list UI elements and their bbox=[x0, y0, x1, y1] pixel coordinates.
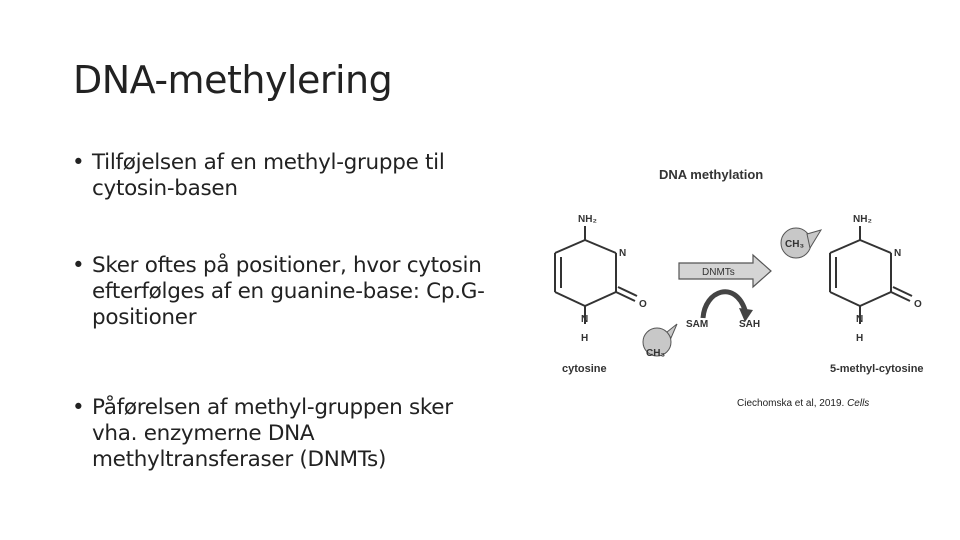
methyl-cytosine-label: 5-methyl-cytosine bbox=[830, 363, 924, 375]
methyl-cytosine-structure bbox=[830, 226, 912, 324]
methyl-cytosine-nh2-label: NH₂ bbox=[853, 214, 872, 225]
cytosine-label: cytosine bbox=[562, 363, 607, 375]
cytosine-structure bbox=[555, 226, 637, 324]
bullet-item bbox=[72, 253, 502, 331]
caption-authors: Ciechomska et al, 2019. bbox=[737, 398, 845, 409]
bullet-item bbox=[72, 150, 502, 202]
bullet-glyph: • bbox=[72, 395, 85, 420]
bullet-glyph: • bbox=[72, 253, 85, 278]
cytosine-h-label: H bbox=[581, 333, 589, 344]
bullet-text: Sker oftes på positioner, hvor cytosin efterfølges af en guanine-base: Cp.G-positioner bbox=[92, 253, 485, 330]
sah-label: SAH bbox=[739, 319, 761, 330]
methyl-cytosine-n-ring-label: N bbox=[894, 248, 902, 259]
cytosine-n-bottom-label: N bbox=[581, 314, 589, 325]
bullet-text: Påførelsen af methyl-gruppen sker vha. enzymerne DNA methyltransferaser (DNMTs) bbox=[92, 395, 453, 472]
bullet-glyph: • bbox=[72, 150, 85, 175]
figure-caption bbox=[737, 398, 869, 409]
methyl-cytosine-n-bottom-label: N bbox=[856, 314, 864, 325]
caption-journal: Cells bbox=[847, 398, 870, 409]
bullet-item bbox=[72, 395, 502, 473]
cytosine-o-label: O bbox=[639, 299, 647, 310]
donor-ch3-label: CH₃ bbox=[646, 348, 666, 359]
sam-sah-curve-arrow bbox=[703, 292, 753, 322]
dnmts-label: DNMTs bbox=[702, 267, 735, 278]
sam-label: SAM bbox=[686, 319, 709, 330]
bullet-text: Tilføjelsen af en methyl-gruppe til cytosin-basen bbox=[92, 150, 445, 201]
cytosine-n-ring-label: N bbox=[619, 248, 627, 259]
cytosine-nh2-label: NH₂ bbox=[578, 214, 597, 225]
dna-methylation-figure bbox=[545, 160, 950, 382]
methyl-cytosine-h-label: H bbox=[856, 333, 864, 344]
slide-title: DNA-methylering bbox=[73, 58, 393, 102]
figure-title: DNA methylation bbox=[659, 167, 764, 182]
methyl-ch3-label: CH₃ bbox=[785, 239, 805, 250]
methyl-cytosine-o-label: O bbox=[914, 299, 922, 310]
